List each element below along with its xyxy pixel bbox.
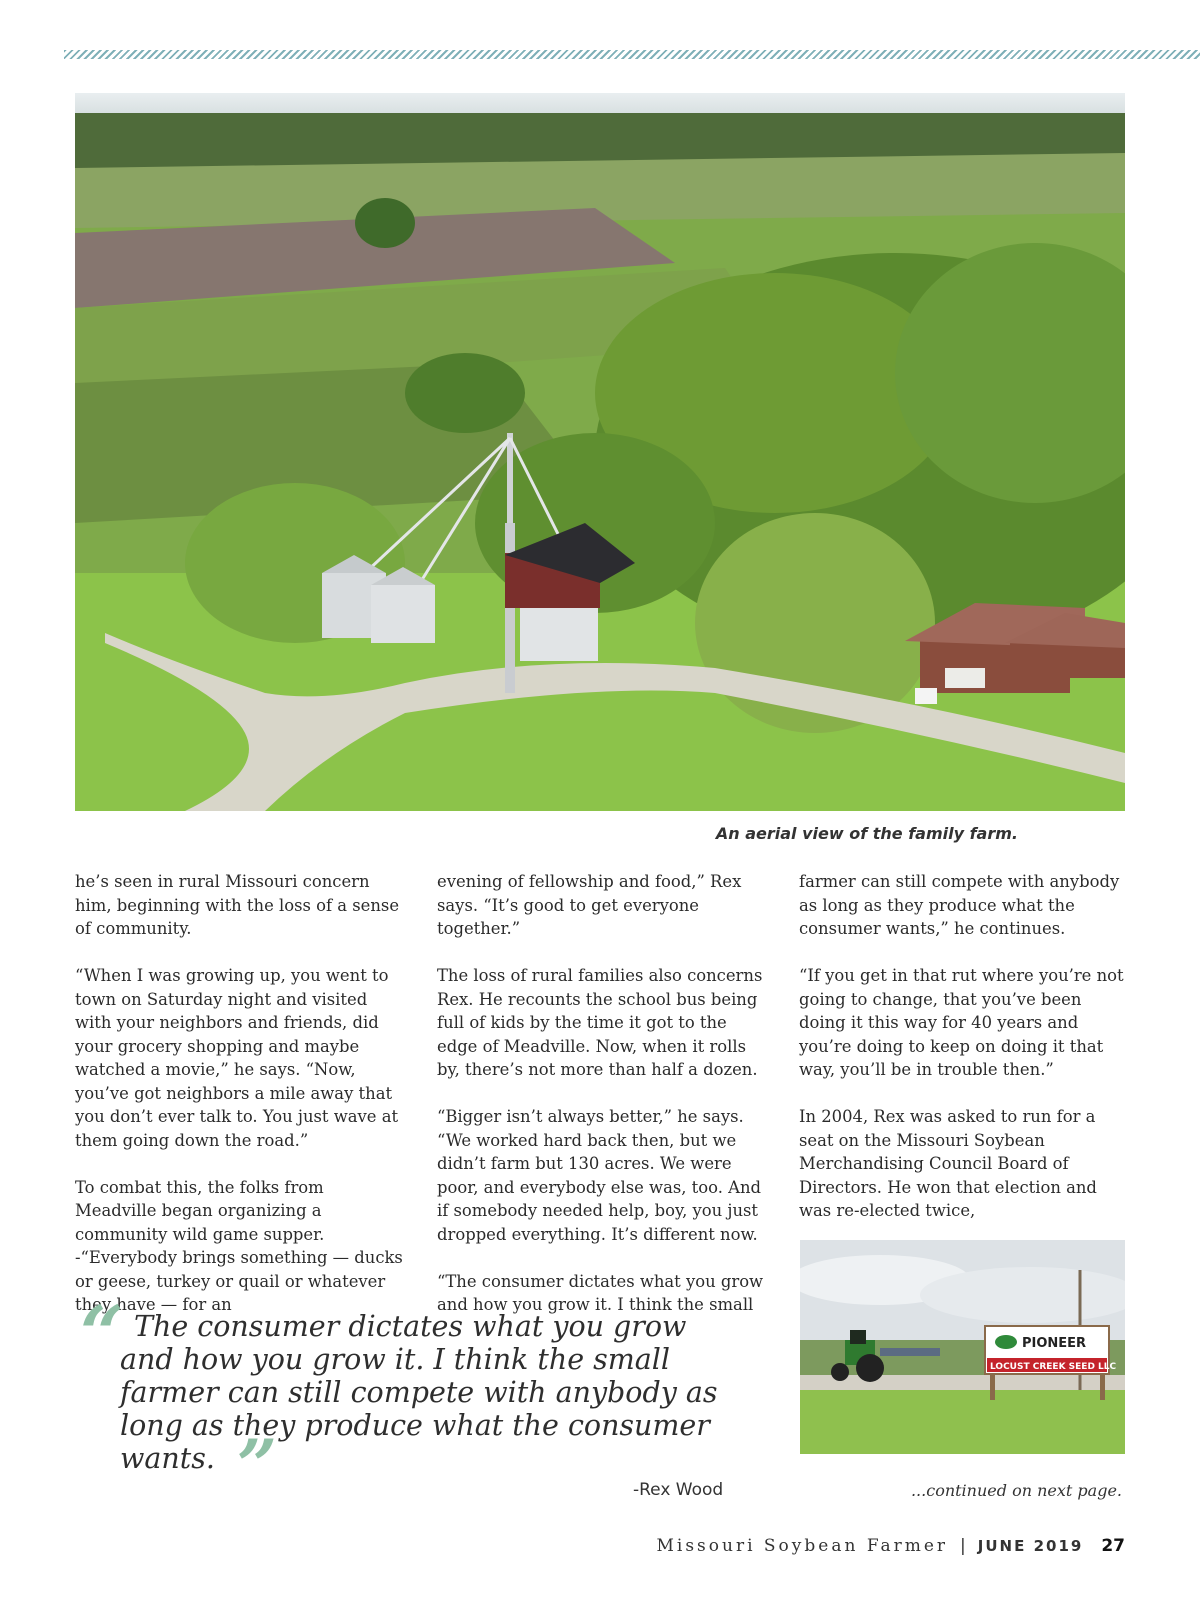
paragraph: “If you get in that rut where you’re not going to change, that you’ve been doing it this way for 40 years and you’re doing to keep on doing it that way, you’ll be in trouble then.” <box>799 966 1124 1079</box>
aerial-farm-photo <box>75 93 1125 811</box>
sign-brand-text: PIONEER <box>1022 1336 1087 1351</box>
page-footer <box>656 1536 1125 1556</box>
text-column-1 <box>75 870 403 1340</box>
paragraph: To combat this, the folks from Meadville began organizing a community wild game supper. -“Everybody brings something — ducks or geese, turkey or quail or whatever they have — for an <box>75 1177 403 1314</box>
page-number: 27 <box>1101 1536 1125 1556</box>
pull-quote: “ The consumer dictates what you grow and how you grow it. I think the small farmer can still compete with anybody as long as they produce what the consumer wants. ” <box>80 1289 718 1507</box>
publication-name: Missouri Soybean Farmer <box>656 1536 949 1556</box>
paragraph: “Bigger isn’t always better,” he says. “We worked hard back then, but we didn’t farm but 130 acres. We were poor, and everybody else was, too. And if somebody needed help, boy, you just dropped everything. It’s different now. <box>437 1107 762 1244</box>
text-column-2 <box>437 870 765 1340</box>
paragraph: evening of fellowship and food,” Rex says. “It’s good to get everyone together.” <box>437 872 742 938</box>
sign-name-text: LOCUST CREEK SEED LLC <box>990 1362 1117 1372</box>
paragraph: farmer can still compete with anybody as long as they produce what the consumer wants,” he continues. <box>799 872 1120 938</box>
photo-caption: An aerial view of the family farm. <box>715 824 1018 843</box>
paragraph: “When I was growing up, you went to town on Saturday night and visited with your neighbors and friends, did your grocery shopping and maybe watched a movie,” he says. “Now, you’ve got neighbors a mile away that you don’t ever talk to. You just wave at them going down the road.” <box>75 966 399 1150</box>
open-quote-mark: “ <box>80 1289 124 1378</box>
paragraph: In 2004, Rex was asked to run for a seat on the Missouri Soybean Merchandising Council Board of Directors. He won that election and was re-elected twice, <box>799 1107 1097 1220</box>
text-column-3 <box>799 870 1125 1246</box>
paragraph: “The consumer dictates what you grow and how you grow it. I think the small <box>437 1271 764 1314</box>
paragraph: he’s seen in rural Missouri concern him, beginning with the loss of a sense of community. <box>75 872 400 938</box>
decorative-top-rule <box>64 50 1200 59</box>
pull-quote-text: The consumer dictates what you grow and how you grow it. I think the small farmer can still compete with anybody as long as they produce what the consumer wants. <box>120 1310 718 1475</box>
paragraph: The loss of rural families also concerns Rex. He recounts the school bus being full of kids by the time it got to the edge of Meadville. Now, when it rolls by, there’s not more than half a dozen. <box>437 966 763 1079</box>
footer-separator: | <box>960 1536 966 1556</box>
aerial-farm-illustration <box>75 93 1125 811</box>
tractor-sign-photo <box>800 1240 1125 1454</box>
quote-attribution: -Rex Wood <box>633 1480 724 1500</box>
issue-date: JUNE 2019 <box>977 1537 1084 1555</box>
continued-note: ...continued on next page. <box>910 1481 1122 1500</box>
tractor-sign-illustration <box>800 1240 1125 1454</box>
